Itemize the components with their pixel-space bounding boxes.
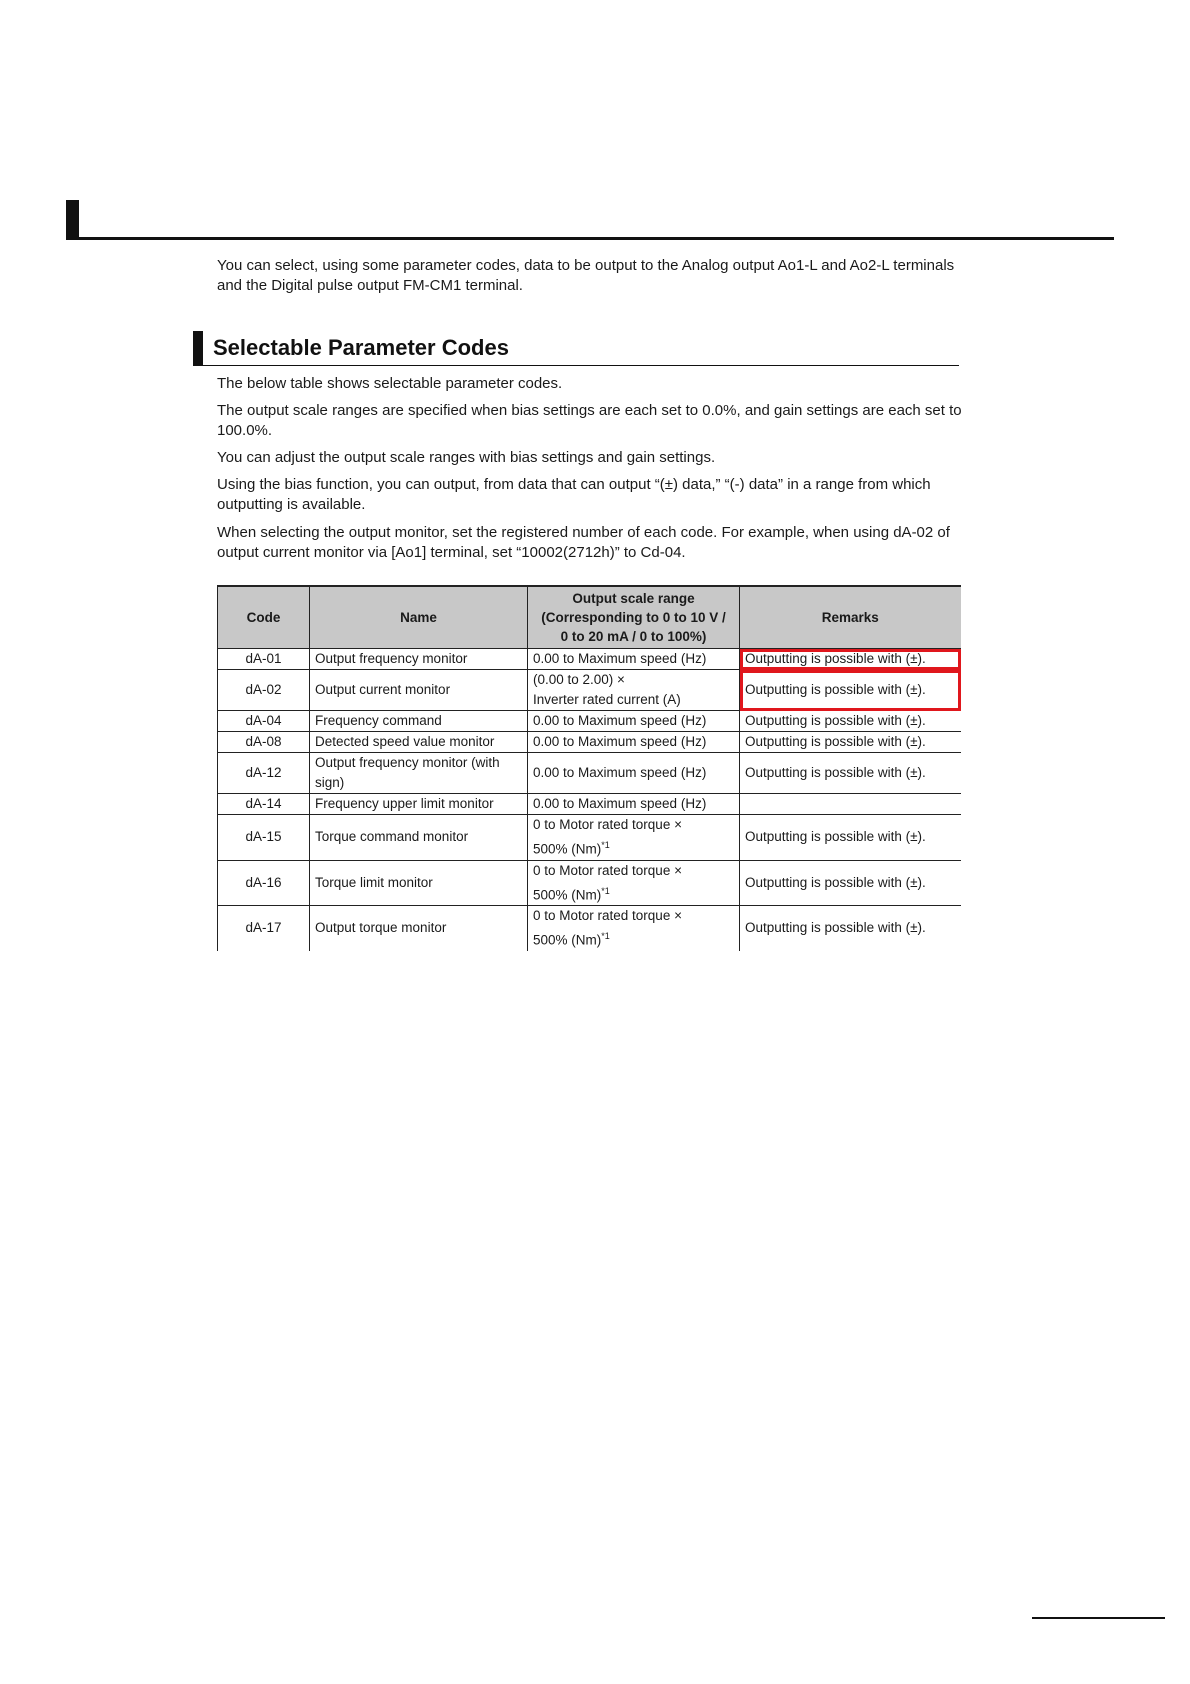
table-header-row <box>218 586 961 649</box>
cell-code: dA-15 <box>218 815 310 861</box>
section-rule <box>193 365 959 366</box>
header-name: Name <box>310 586 528 649</box>
footnote-ref: *1 <box>601 885 610 896</box>
footnote-ref: *1 <box>601 931 610 941</box>
cell-code: dA-14 <box>218 794 310 815</box>
cell-range-line1: 0 to Motor rated torque × <box>533 908 682 923</box>
section-title: Selectable Parameter Codes <box>213 335 509 360</box>
footer-rule <box>1032 1617 1165 1619</box>
table-row <box>218 815 961 861</box>
cell-name: Frequency command <box>310 711 528 732</box>
cell-code: dA-17 <box>218 906 310 951</box>
cell-range-line2: Inverter rated current (A) <box>533 692 681 707</box>
header-range-line1: Output scale range <box>572 591 695 606</box>
header-range-line2: (Corresponding to 0 to 10 V / <box>541 610 726 625</box>
cell-range-line1: 0 to Motor rated torque × <box>533 817 682 832</box>
cell-name: Torque command monitor <box>310 815 528 861</box>
cell-range-line1: (0.00 to 2.00) × <box>533 672 625 687</box>
header-rule <box>66 237 1114 240</box>
paragraph-4: Using the bias function, you can output, from data that can output “(±) data,” “(-) data” in a range from which outputting is available. <box>217 476 931 513</box>
cell-range-line2: 500% $(Nm)^{*1}$ <box>533 840 610 857</box>
table-row <box>218 732 961 753</box>
parameter-codes-table <box>217 585 961 951</box>
cell-range: 0.00 to Maximum speed (Hz) <box>528 711 740 732</box>
cell-remarks: Outputting is possible with (±). <box>740 753 961 794</box>
table-row <box>218 906 961 951</box>
table-row <box>218 794 961 815</box>
cell-name: Output current monitor <box>310 670 528 711</box>
cell-name: Output frequency monitor <box>310 649 528 670</box>
cell-range: 0.00 to Maximum speed (Hz) <box>528 753 740 794</box>
table-row <box>218 860 961 906</box>
header-code: Code <box>218 586 310 649</box>
cell-remarks: Outputting is possible with (±). <box>740 815 961 861</box>
cell-range <box>528 906 740 951</box>
intro-paragraph: You can select, using some parameter codes, data to be output to the Analog output Ao1-L and Ao2-L terminals and the Digital pulse output FM-CM1 terminal. <box>217 257 955 294</box>
paragraph-2: The output scale ranges are specified when bias settings are each set to 0.0%, and gain settings are each set to 100.0%. <box>217 402 962 439</box>
cell-name: Output torque monitor <box>310 906 528 951</box>
cell-range <box>528 815 740 861</box>
paragraph-1: The below table shows selectable parameter codes. <box>217 375 563 392</box>
cell-range <box>528 860 740 906</box>
header-range-line3: 0 to 20 mA / 0 to 100%) <box>560 629 707 644</box>
cell-range <box>528 670 740 711</box>
cell-name: Output frequency monitor (with sign) <box>310 753 528 794</box>
table-row <box>218 753 961 794</box>
cell-range-line2: 500% $(Nm)^{*1}$ <box>533 885 610 902</box>
cell-code: dA-16 <box>218 860 310 906</box>
cell-remarks: Outputting is possible with (±). <box>740 860 961 906</box>
cell-code: dA-12 <box>218 753 310 794</box>
cell-name: Torque limit monitor <box>310 860 528 906</box>
cell-code: dA-02 <box>218 670 310 711</box>
header-remarks: Remarks <box>740 586 961 649</box>
cell-remarks <box>740 794 961 815</box>
cell-range-line2: 500% $(Nm)^{*1}$ <box>533 931 610 948</box>
cell-code: dA-08 <box>218 732 310 753</box>
section-title-marker <box>193 331 203 366</box>
cell-range: 0.00 to Maximum speed (Hz) <box>528 794 740 815</box>
cell-code: dA-01 <box>218 649 310 670</box>
table-row <box>218 670 961 711</box>
cell-remarks: Outputting is possible with (±). <box>740 732 961 753</box>
cell-remarks-highlighted: Outputting is possible with (±). <box>740 670 961 711</box>
table-row <box>218 711 961 732</box>
cell-remarks: Outputting is possible with (±). <box>740 906 961 951</box>
header-block-marker <box>66 200 79 240</box>
cell-name: Detected speed value monitor <box>310 732 528 753</box>
cell-name: Frequency upper limit monitor <box>310 794 528 815</box>
cell-code: dA-04 <box>218 711 310 732</box>
paragraph-3: You can adjust the output scale ranges with bias settings and gain settings. <box>217 449 716 466</box>
cell-remarks-highlighted: Outputting is possible with (±). <box>740 649 961 670</box>
header-range <box>528 586 740 649</box>
footnote-ref: *1 <box>601 840 610 850</box>
cell-remarks: Outputting is possible with (±). <box>740 711 961 732</box>
table-row <box>218 649 961 670</box>
cell-range-line1: 0 to Motor rated torque × <box>533 862 682 878</box>
cell-range: 0.00 to Maximum speed (Hz) <box>528 649 740 670</box>
paragraph-5: When selecting the output monitor, set the registered number of each code. For example, when using dA-02 of output current monitor via [Ao1] terminal, set “10002(2712h)” to Cd-04. <box>217 524 950 561</box>
cell-range: 0.00 to Maximum speed (Hz) <box>528 732 740 753</box>
